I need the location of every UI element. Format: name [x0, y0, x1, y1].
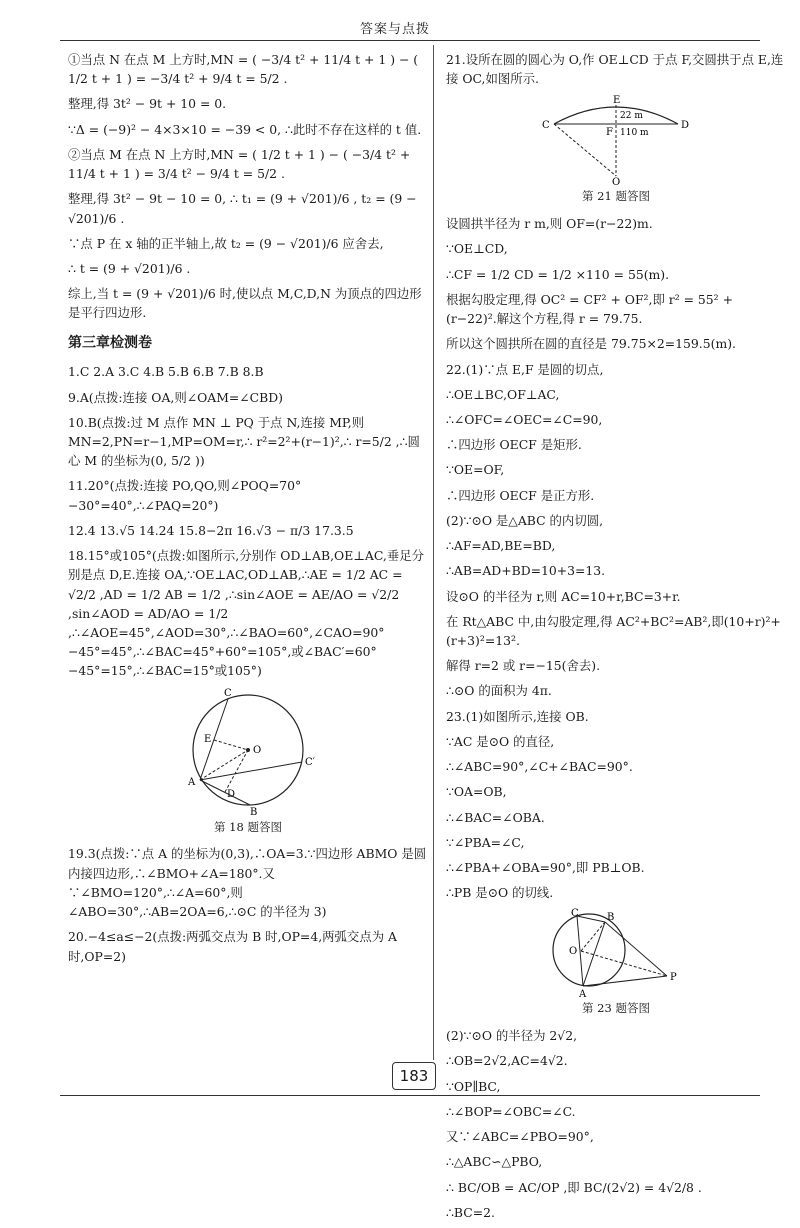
page-header [60, 18, 760, 41]
text-line: ②当点 M 在点 N 上方时,MN = ( 1/2 t + 1 ) − ( −3/4 t² + 11/4 t + 1 ) = 3/4 t² − 9/4 t = 5/2 . [68, 146, 411, 182]
text-line: (2)∵⊙O 的半径为 2√2, [446, 1028, 578, 1044]
figure-caption: 第 21 题答图 [582, 189, 650, 204]
text-line: 综上,当 t = (9 + √201)/6 时,使以点 M,C,D,N 为顶点的四边形是平行四边形. [68, 286, 422, 321]
text-line: ∴OB=2√2,AC=4√2. [446, 1053, 568, 1069]
text-line: ∴∠ABC=90°,∠C+∠BAC=90°. [446, 759, 633, 775]
fig21-label: C [542, 120, 550, 132]
text-line: ①当点 N 在点 M 上方时,MN = ( −3/4 t² + 11/4 t + 1 ) − ( 1/2 t + 1 ) = −3/4 t² + 9/4 t = 5/2 . [68, 52, 419, 87]
fig21-label: O [612, 177, 621, 187]
text-line: ∴OE⊥BC,OF⊥AC, [446, 386, 560, 402]
answer-line: 19.3(点拨:∵点 A 的坐标为(0,3),∴OA=3.∵四边形 ABMO 是圆内接四边形,∴∠BMO+∠A=180°.又∵∠BMO=120°,∴∠A=60°,则∠ABO=30°,∴AB=2OA=6,∴⊙C 的半径为 3) [68, 846, 427, 920]
fig23-label: B [607, 912, 615, 924]
left-column [68, 50, 428, 972]
text-line: 整理,得 3t² − 9t − 10 = 0, ∴ t₁ = (9 + √201)/6 , t₂ = (9 − √201)/6 . [68, 191, 417, 226]
text-line: ∴∠PBA+∠OBA=90°,即 PB⊥OB. [446, 859, 645, 875]
text-line: ∴ t = (9 + √201)/6 . [68, 260, 191, 276]
text-line: ∴CF = 1/2 CD = 1/2 ×110 = 55(m). [446, 266, 670, 282]
answer-line: 9.A(点拨:连接 OA,则∠OAM=∠CBD) [68, 389, 284, 405]
text-line: ∵OP∥BC, [446, 1078, 501, 1094]
section-title: 第三章检测卷 [68, 334, 152, 351]
answer-line: 12.4 13.√5 14.24 15.8−2π 16.√3 − π/3 17.3.5 [68, 522, 354, 538]
text-line: 设圆拱半径为 r m,则 OF=(r−22)m. [446, 216, 653, 232]
fig18-label: O [253, 744, 262, 756]
text-line: ∵OA=OB, [446, 784, 507, 800]
header-title: 答案与点拨 [359, 22, 430, 37]
text-line: ∵∠PBA=∠C, [446, 834, 525, 850]
fig18-label: D [227, 788, 236, 800]
text-line: ∵AC 是⊙O 的直径, [446, 733, 555, 749]
fig23-label: C [571, 908, 579, 920]
text-line: ∵Δ = (−9)² − 4×3×10 = −39 < 0, ∴此时不存在这样的 t 值. [68, 121, 422, 137]
text-line: ∵点 P 在 x 轴的正半轴上,故 t₂ = (9 − √201)/6 应舍去, [68, 235, 384, 251]
answer-line: 1.C 2.A 3.C 4.B 5.B 6.B 7.B 8.B [68, 364, 264, 380]
figure-23 [541, 908, 691, 998]
text-line: ∴ BC/OB = AC/OP ,即 BC/(2√2) = 4√2/8 . [446, 1179, 702, 1195]
fig21-label: 22 m [620, 111, 643, 122]
text-line: 根据勾股定理,得 OC² = CF² + OF²,即 r² = 55² + (r−22)².解这个方程,得 r = 79.75. [446, 291, 733, 327]
text-line: ∴AF=AD,BE=BD, [446, 538, 556, 554]
fig18-label: C [224, 687, 232, 699]
text-line: ∴∠BAC=∠OBA. [446, 809, 545, 825]
fig21-label: E [613, 95, 621, 107]
text-line: ∴⊙O 的面积为 4π. [446, 683, 552, 699]
text-line: (2)∵⊙O 是△ABC 的内切圆, [446, 512, 604, 528]
text-line: 又∵∠ABC=∠PBO=90°, [446, 1129, 594, 1145]
fig18-label: E [204, 733, 212, 745]
figure-21 [536, 94, 696, 186]
text-line: ∴∠OFC=∠OEC=∠C=90, [446, 412, 603, 427]
text-line: ∴四边形 OECF 是矩形. [446, 437, 582, 453]
fig21-label: 110 m [620, 128, 649, 139]
figure-caption: 第 23 题答图 [582, 1001, 650, 1016]
fig18-label: A [188, 776, 196, 788]
fig18-label: B [250, 806, 258, 817]
column-divider [433, 45, 434, 1060]
text-line: ∵OE⊥CD, [446, 241, 508, 257]
answer-line: 20.−4≤a≤−2(点拨:两弧交点为 B 时,OP=4,两弧交点为 A 时,OP=2) [68, 929, 397, 964]
text-line: 所以这个圆拱所在圆的直径是 79.75×2=159.5(m). [446, 336, 736, 352]
fig21-label: D [681, 120, 690, 132]
answer-line: 11.20°(点拨:连接 PO,QO,则∠POQ=70°−30°=40°,∴∠PAQ=20°) [68, 478, 302, 513]
text-line: 23.(1)如图所示,连接 OB. [446, 708, 589, 724]
text-line: 设⊙O 的半径为 r,则 AC=10+r,BC=3+r. [446, 588, 681, 604]
fig23-label: P [670, 972, 677, 984]
answer-line: 10.B(点拨:过 M 点作 MN ⊥ PQ 于点 N,连接 MP,则 MN=2,PN=r−1,MP=OM=r,∴ r²=2²+(r−1)²,∴ r=5/2 ,∴圆心 M 的坐标为(0, 5/2 )) [68, 414, 420, 469]
fig21-label: F [606, 127, 613, 139]
text-line: 在 Rt△ABC 中,由勾股定理,得 AC²+BC²=AB²,即(10+r)²+(r+3)²=13². [446, 613, 781, 648]
text-line: ∴∠BOP=∠OBC=∠C. [446, 1103, 576, 1119]
fig23-label: A [579, 989, 587, 999]
text-line: ∴BC=2. [446, 1204, 495, 1220]
page-number: 183 [392, 1062, 436, 1090]
text-line: ∴AB=AD+BD=10+3=13. [446, 563, 606, 579]
right-column [446, 50, 786, 1228]
text-line: ∴△ABC∽△PBO, [446, 1154, 543, 1170]
answer-line: 18.15°或105°(点拨:如图所示,分别作 OD⊥AB,OE⊥AC,垂足分别是点 D,E.连接 OA,∵OE⊥AC,OD⊥AB,∴AE = 1/2 AC = √2/2 ,AD = 1/2 AB = 1/2 ,∴sin∠AOE = AE/AO = √2/2 ,sin∠AOD = AD/AO = 1/2 ,∴∠AOE=45°,∠AOD=30°,∴∠BAO=60°,∠CAO=90°−45°=45°,∴∠BAC=45°+60°=105°,或∠BAC′=60°−45°=15°,∴∠BAC=15°或105°) [68, 548, 424, 679]
text-line: 22.(1)∵点 E,F 是圆的切点, [446, 361, 604, 377]
footer-rule [60, 1095, 760, 1096]
text-line: ∴四边形 OECF 是正方形. [446, 487, 595, 503]
text-line: ∵OE=OF, [446, 462, 505, 478]
text-line: 解得 r=2 或 r=−15(舍去). [446, 658, 601, 674]
text-line: 整理,得 3t² − 9t + 10 = 0. [68, 96, 227, 112]
figure-18 [178, 687, 318, 817]
figure-caption: 第 18 题答图 [214, 819, 282, 834]
text-line: 21.设所在圆的圆心为 O,作 OE⊥CD 于点 F,交圆拱于点 E,连接 OC,如图所示. [446, 52, 784, 87]
fig18-label: C′ [305, 756, 315, 768]
text-line: ∴PB 是⊙O 的切线. [446, 885, 554, 901]
fig23-label: O [569, 946, 578, 958]
